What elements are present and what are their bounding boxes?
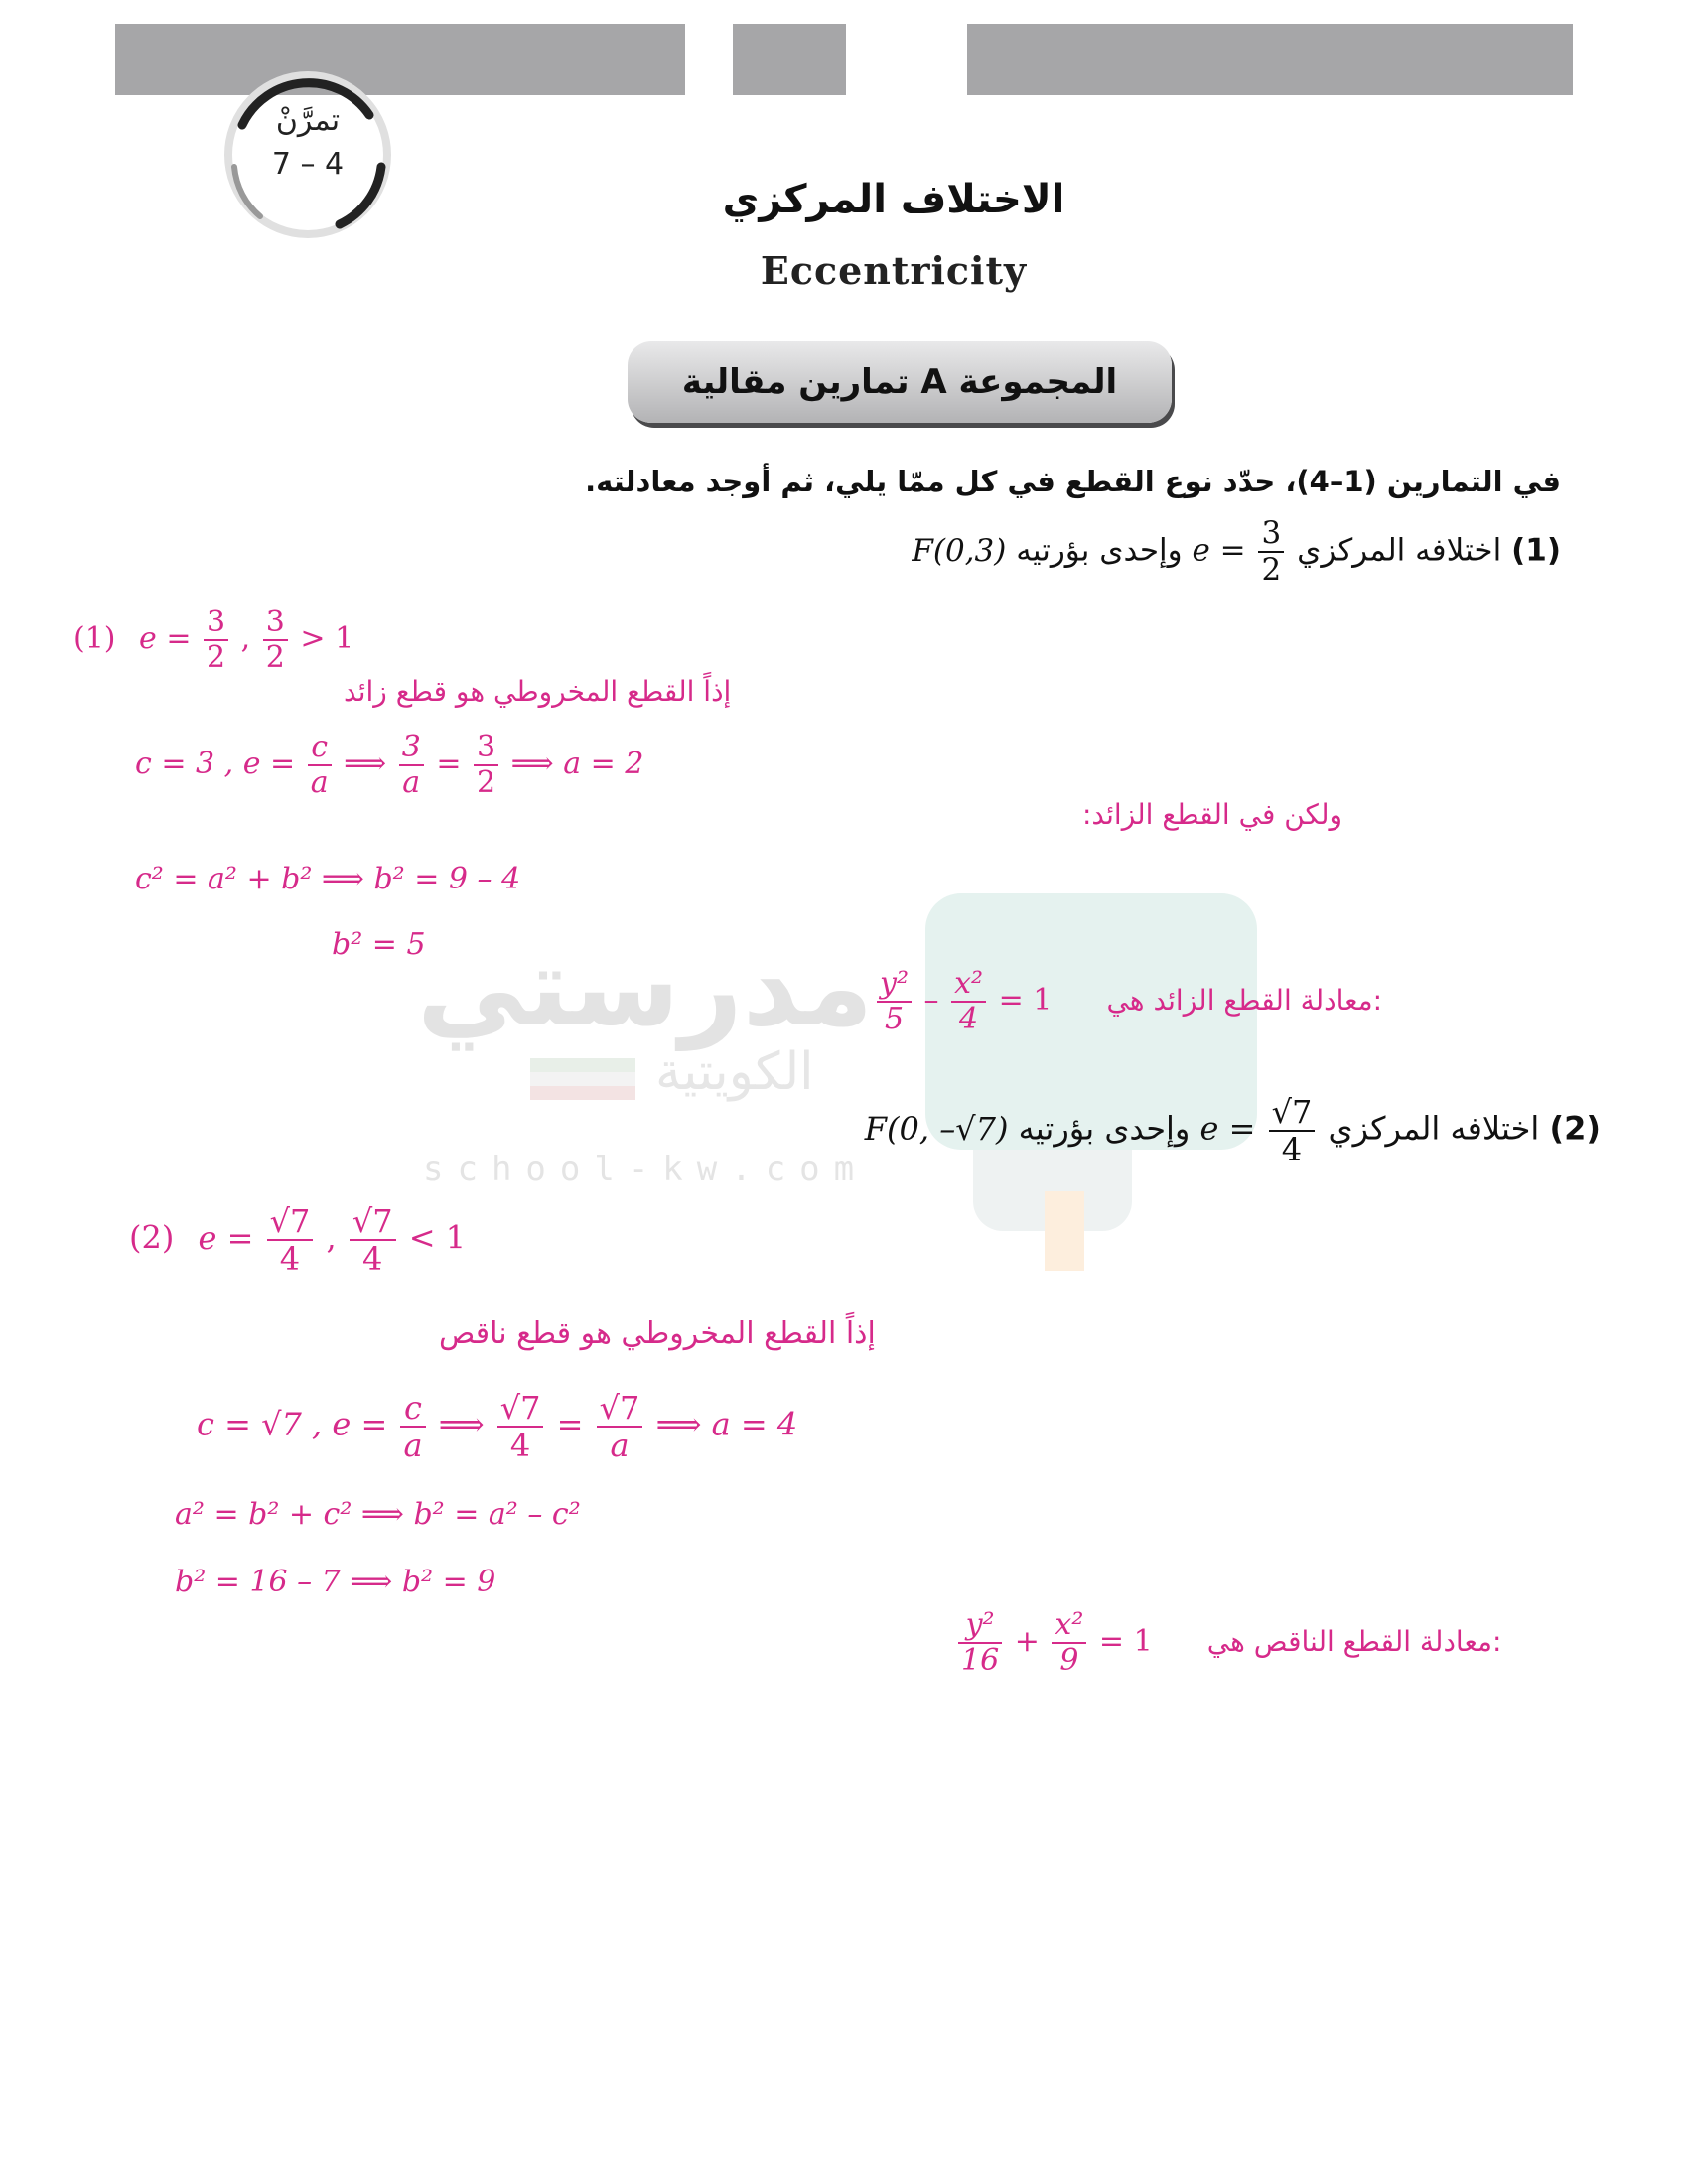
answer-1-cmp-den: 2: [265, 640, 285, 675]
answer-1-e-num: 3: [204, 608, 228, 641]
answer-1-relation: c² = a² + b² ⟹ b² = 9 – 4: [135, 862, 521, 896]
answer-1-f3-den: 2: [477, 765, 496, 800]
answer-1-comma: ,: [240, 621, 251, 656]
answer-1-b2: b² = 5: [332, 927, 426, 962]
answer-2-arrow-1: ⟹: [438, 1405, 485, 1443]
exercise-badge: [220, 99, 395, 187]
page-title-english: Eccentricity: [760, 248, 1028, 293]
watermark-site: school-kw.com: [423, 1150, 869, 1189]
question-2-e: e =: [1199, 1109, 1256, 1148]
question-1-e-den: 2: [1261, 552, 1282, 588]
answer-2-cmp-rel: < 1: [408, 1218, 467, 1257]
header-bar-left: [115, 24, 685, 95]
answer-1-cmp-num: 3: [263, 608, 288, 641]
answer-2-e-num: √7: [267, 1205, 314, 1241]
answer-2-f2-num: √7: [497, 1392, 544, 1428]
question-2-e-den: 4: [1281, 1131, 1303, 1168]
answer-2-conclusion: إذاً القطع المخروطي هو قطع ناقص: [439, 1316, 876, 1351]
header-bar-right: [967, 24, 1573, 95]
answer-1-e: e =: [139, 621, 192, 656]
answer-1-f1-num: c: [308, 733, 332, 766]
header-bar-middle: [733, 24, 846, 95]
instructions: في التمارين (1–4)، حدّد نوع القطع في كل ممّا يلي، ثم أوجد معادلته.: [585, 465, 1561, 498]
answer-1-eq-t1-num: y²: [877, 969, 912, 1003]
page-title-arabic: الاختلاف المركزي: [722, 177, 1065, 222]
answer-2-b2: b² = 16 – 7 ⟹ b² = 9: [175, 1565, 496, 1599]
question-2-focus: F(0, –√7): [864, 1109, 1009, 1148]
answer-2-e: e =: [198, 1218, 254, 1257]
answer-1-conclusion: إذاً القطع المخروطي هو قطع زائد: [344, 675, 732, 708]
question-1-e-num: 3: [1258, 518, 1284, 553]
answer-2-eq-label: معادلة القطع الناقص هي:: [1206, 1625, 1502, 1658]
answer-1-but-hyperbola: ولكن في القطع الزائد:: [1082, 798, 1343, 831]
answer-1-eq-t2-num: x²: [951, 969, 986, 1003]
answer-2-comma: ,: [326, 1218, 337, 1257]
answer-1-equation: [874, 966, 1383, 1036]
answer-2-eq-t2-num: x²: [1052, 1610, 1086, 1644]
answer-2-f2-den: 4: [509, 1427, 531, 1464]
question-1-focus: F(0,3): [912, 532, 1007, 569]
answer-2-relation: a² = b² + c² ⟹ b² = a² – c²: [175, 1497, 581, 1532]
answer-1-c-suffix: a = 2: [563, 747, 644, 781]
answer-1-eq-t2-den: 4: [959, 1002, 979, 1036]
answer-1-equals: =: [436, 747, 462, 781]
answer-1-f1-den: a: [310, 765, 329, 800]
answer-1-arrow-2: ⟹: [510, 747, 554, 781]
answer-2-c-prefix: c = √7 , e =: [197, 1405, 388, 1443]
answer-2-cmp-num: √7: [350, 1205, 396, 1241]
answer-1-arrow-1: ⟹: [344, 747, 387, 781]
answer-2-eq-t1-den: 16: [961, 1643, 1000, 1678]
answer-1-eq-rhs: = 1: [998, 983, 1053, 1018]
answer-2-arrow-2: ⟹: [655, 1405, 702, 1443]
answer-2-e-den: 4: [279, 1240, 301, 1278]
answer-1-c-prefix: c = 3 , e =: [135, 747, 296, 781]
answer-2-f1-num: c: [400, 1392, 425, 1428]
group-label: المجموعة A تمارين مقالية: [681, 362, 1118, 402]
answer-1-cmp-rel: > 1: [300, 621, 354, 656]
answer-2-number: (2): [129, 1218, 175, 1257]
answer-2-equals: =: [556, 1405, 584, 1443]
answer-1-eq-t1-den: 5: [884, 1002, 905, 1036]
question-1-text: اختلافه المركزي: [1297, 532, 1502, 569]
question-1-middle: وإحدى بؤرتيه: [1016, 532, 1183, 569]
answer-2-eq-t1-num: y²: [958, 1610, 1002, 1644]
watermark-logo-stick: [1045, 1191, 1084, 1271]
question-2-middle: وإحدى بؤرتيه: [1018, 1109, 1191, 1148]
answer-1-f2-den: a: [402, 765, 421, 800]
answer-1-eq-op: –: [923, 983, 939, 1018]
answer-1-f2-num: 3: [399, 733, 424, 766]
group-label-pill: [628, 341, 1172, 423]
answer-1-number: (1): [73, 621, 116, 656]
answer-2-eq-t2-den: 9: [1059, 1643, 1079, 1678]
answer-2-equation: [955, 1607, 1502, 1678]
question-2-e-num: √7: [1269, 1096, 1316, 1132]
answer-2-eccentricity: [129, 1202, 467, 1278]
question-2-text: اختلافه المركزي: [1328, 1109, 1540, 1148]
answer-2-eq-op: +: [1014, 1624, 1040, 1659]
answer-1-f3-num: 3: [474, 733, 498, 766]
answer-1-eq-label: معادلة القطع الزائد هي:: [1106, 984, 1383, 1017]
question-1-e: e =: [1192, 532, 1246, 569]
question-1: [912, 515, 1561, 588]
answer-2-c-line: [197, 1389, 798, 1464]
answer-2-c-suffix: a = 4: [711, 1405, 798, 1443]
answer-2-f1-den: a: [403, 1427, 423, 1464]
watermark-brand: مدرستي: [417, 923, 874, 1050]
question-2-number: (2): [1549, 1109, 1601, 1148]
answer-2-f3-den: a: [610, 1427, 630, 1464]
exercise-badge-number: 7 – 4: [271, 147, 345, 182]
answer-1-e-den: 2: [207, 640, 226, 675]
question-2: [864, 1093, 1601, 1168]
answer-2-f3-num: √7: [597, 1392, 643, 1428]
answer-1-eccentricity: [73, 605, 354, 675]
answer-2-eq-rhs: = 1: [1098, 1624, 1153, 1659]
watermark-country: الكويتية: [655, 1042, 814, 1102]
answer-2-cmp-den: 4: [362, 1240, 383, 1278]
exercise-badge-word: تمرَّنْ: [275, 103, 341, 138]
question-1-number: (1): [1511, 532, 1561, 569]
answer-1-c-line: [135, 730, 644, 800]
watermark-flag-icon: [530, 1058, 635, 1100]
